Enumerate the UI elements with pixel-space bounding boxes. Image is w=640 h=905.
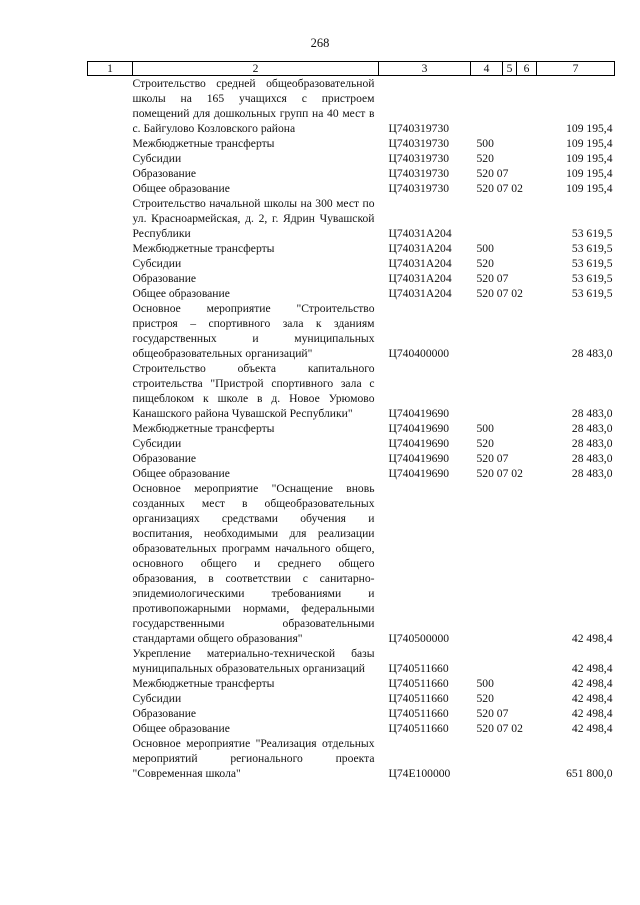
classification: 520 07 02 — [476, 182, 523, 195]
item-name: Строительство объекта капитального строительства "Пристрой спортивного зала с пищеблоком к школе в д. Новое Урюмово Канашского района Чувашской Республики" — [132, 362, 375, 420]
target-code: Ц740419690 — [388, 467, 450, 480]
amount: 53 619,5 — [571, 242, 613, 255]
table-row — [88, 451, 615, 466]
table-row — [88, 166, 615, 181]
table-row — [88, 676, 615, 691]
table-row — [88, 736, 615, 781]
amount: 28 483,0 — [571, 452, 613, 465]
target-code: Ц740319730 — [388, 137, 450, 150]
item-name: Межбюджетные трансферты — [132, 137, 275, 150]
classification: 520 07 02 — [476, 722, 523, 735]
item-name: Образование — [132, 707, 197, 720]
budget-table — [87, 61, 615, 781]
table-row — [88, 421, 615, 436]
classification: 520 — [476, 692, 494, 705]
item-name: Общее образование — [132, 287, 230, 300]
item-name: Общее образование — [132, 467, 230, 480]
item-name: Межбюджетные трансферты — [132, 242, 275, 255]
page-number: 268 — [310, 36, 330, 50]
header-col-2: 2 — [133, 62, 379, 76]
item-name: Субсидии — [132, 437, 182, 450]
classification: 520 — [476, 257, 494, 270]
item-name: Субсидии — [132, 152, 182, 165]
header-col-4: 4 — [471, 62, 503, 76]
target-code: Ц740511660 — [388, 677, 449, 690]
amount: 651 800,0 — [566, 767, 613, 780]
item-name: Строительство средней общеобразовательной школы на 165 учащихся с пристроем помещений для дошкольных групп на 40 мест в с. Байгулово Козловского района — [132, 77, 375, 135]
amount: 42 498,4 — [571, 692, 613, 705]
classification: 500 — [476, 677, 494, 690]
classification — [471, 361, 537, 421]
item-name: Субсидии — [132, 257, 182, 270]
target-code: Ц740400000 — [388, 347, 450, 360]
amount: 28 483,0 — [571, 437, 613, 450]
classification — [471, 301, 537, 361]
table-row — [88, 241, 615, 256]
classification: 500 — [476, 242, 494, 255]
amount: 109 195,4 — [566, 167, 613, 180]
target-code: Ц74031А204 — [388, 227, 452, 240]
classification: 520 07 — [476, 167, 509, 180]
table-row — [88, 151, 615, 166]
table-row — [88, 271, 615, 286]
amount: 53 619,5 — [571, 227, 613, 240]
classification — [471, 76, 537, 137]
table-row — [88, 76, 615, 137]
classification: 520 — [476, 437, 494, 450]
header-col-6: 6 — [517, 62, 537, 76]
amount: 42 498,4 — [571, 677, 613, 690]
target-code: Ц740419690 — [388, 452, 450, 465]
header-col-1: 1 — [88, 62, 133, 76]
amount: 42 498,4 — [571, 632, 613, 645]
item-name: Межбюджетные трансферты — [132, 677, 275, 690]
amount: 109 195,4 — [566, 182, 613, 195]
target-code: Ц740511660 — [388, 662, 449, 675]
target-code: Ц74031А204 — [388, 242, 452, 255]
table-row — [88, 196, 615, 241]
target-code: Ц74031А204 — [388, 287, 452, 300]
header-col-7: 7 — [537, 62, 615, 76]
amount: 53 619,5 — [571, 272, 613, 285]
amount: 109 195,4 — [566, 122, 613, 135]
table-row — [88, 721, 615, 736]
target-code: Ц740319730 — [388, 167, 450, 180]
target-code: Ц740419690 — [388, 407, 450, 420]
amount: 28 483,0 — [571, 347, 613, 360]
item-name: Основное мероприятие "Оснащение вновь созданных мест в общеобразовательных организациях средствами обучения и воспитания, необходимыми для реализации образовательных программ начального общего, основного общего и среднего общего образования, в соответствии с санитарно-эпидемиологическими требованиями и противопожарными нормами, федеральными государственными образовательными стандартами общего образования" — [132, 482, 375, 645]
item-name: Общее образование — [132, 182, 230, 195]
table-body — [88, 76, 615, 782]
target-code: Ц740511660 — [388, 722, 449, 735]
table-row — [88, 286, 615, 301]
item-name: Образование — [132, 272, 197, 285]
classification: 520 07 — [476, 272, 509, 285]
target-code: Ц74Е100000 — [388, 767, 451, 780]
amount: 53 619,5 — [571, 287, 613, 300]
table-row — [88, 361, 615, 421]
classification: 520 07 — [476, 452, 509, 465]
table-row — [88, 256, 615, 271]
target-code: Ц74031А204 — [388, 257, 452, 270]
target-code: Ц740500000 — [388, 632, 450, 645]
target-code: Ц740419690 — [388, 437, 450, 450]
item-name: Образование — [132, 452, 197, 465]
item-name: Основное мероприятие "Реализация отдельных мероприятий регионального проекта "Современная школа" — [132, 737, 375, 780]
item-name: Межбюджетные трансферты — [132, 422, 275, 435]
table-row — [88, 466, 615, 481]
classification — [471, 196, 537, 241]
header-col-5: 5 — [503, 62, 517, 76]
item-name: Образование — [132, 167, 197, 180]
target-code: Ц74031А204 — [388, 272, 452, 285]
table-row — [88, 136, 615, 151]
table-row — [88, 646, 615, 676]
classification: 520 07 — [476, 707, 509, 720]
header-col-3: 3 — [379, 62, 471, 76]
target-code: Ц740319730 — [388, 182, 450, 195]
item-name: Субсидии — [132, 692, 182, 705]
target-code: Ц740319730 — [388, 152, 450, 165]
classification: 500 — [476, 137, 494, 150]
classification — [471, 646, 537, 676]
classification: 520 07 02 — [476, 287, 523, 300]
amount: 28 483,0 — [571, 422, 613, 435]
classification — [471, 481, 537, 646]
target-code: Ц740511660 — [388, 707, 449, 720]
amount: 42 498,4 — [571, 722, 613, 735]
target-code: Ц740511660 — [388, 692, 449, 705]
amount: 28 483,0 — [571, 407, 613, 420]
amount: 53 619,5 — [571, 257, 613, 270]
classification: 500 — [476, 422, 494, 435]
table-row — [88, 706, 615, 721]
classification: 520 07 02 — [476, 467, 523, 480]
classification: 520 — [476, 152, 494, 165]
amount: 109 195,4 — [566, 152, 613, 165]
item-name: Укрепление материально-технической базы муниципальных образовательных организаций — [132, 647, 375, 675]
table-row — [88, 481, 615, 646]
item-name: Общее образование — [132, 722, 230, 735]
item-name: Основное мероприятие "Строительство пристроя – спортивного зала к зданиям государственных и муниципальных общеобразовательных организаций" — [132, 302, 375, 360]
table-row — [88, 301, 615, 361]
table-row — [88, 181, 615, 196]
target-code: Ц740319730 — [388, 122, 450, 135]
amount: 109 195,4 — [566, 137, 613, 150]
table-row — [88, 691, 615, 706]
target-code: Ц740419690 — [388, 422, 450, 435]
classification — [471, 736, 537, 781]
amount: 42 498,4 — [571, 707, 613, 720]
amount: 42 498,4 — [571, 662, 613, 675]
table-header — [88, 62, 615, 76]
amount: 28 483,0 — [571, 467, 613, 480]
item-name: Строительство начальной школы на 300 мест по ул. Красноармейская, д. 2, г. Ядрин Чувашской Республики — [132, 197, 375, 240]
table-row — [88, 436, 615, 451]
